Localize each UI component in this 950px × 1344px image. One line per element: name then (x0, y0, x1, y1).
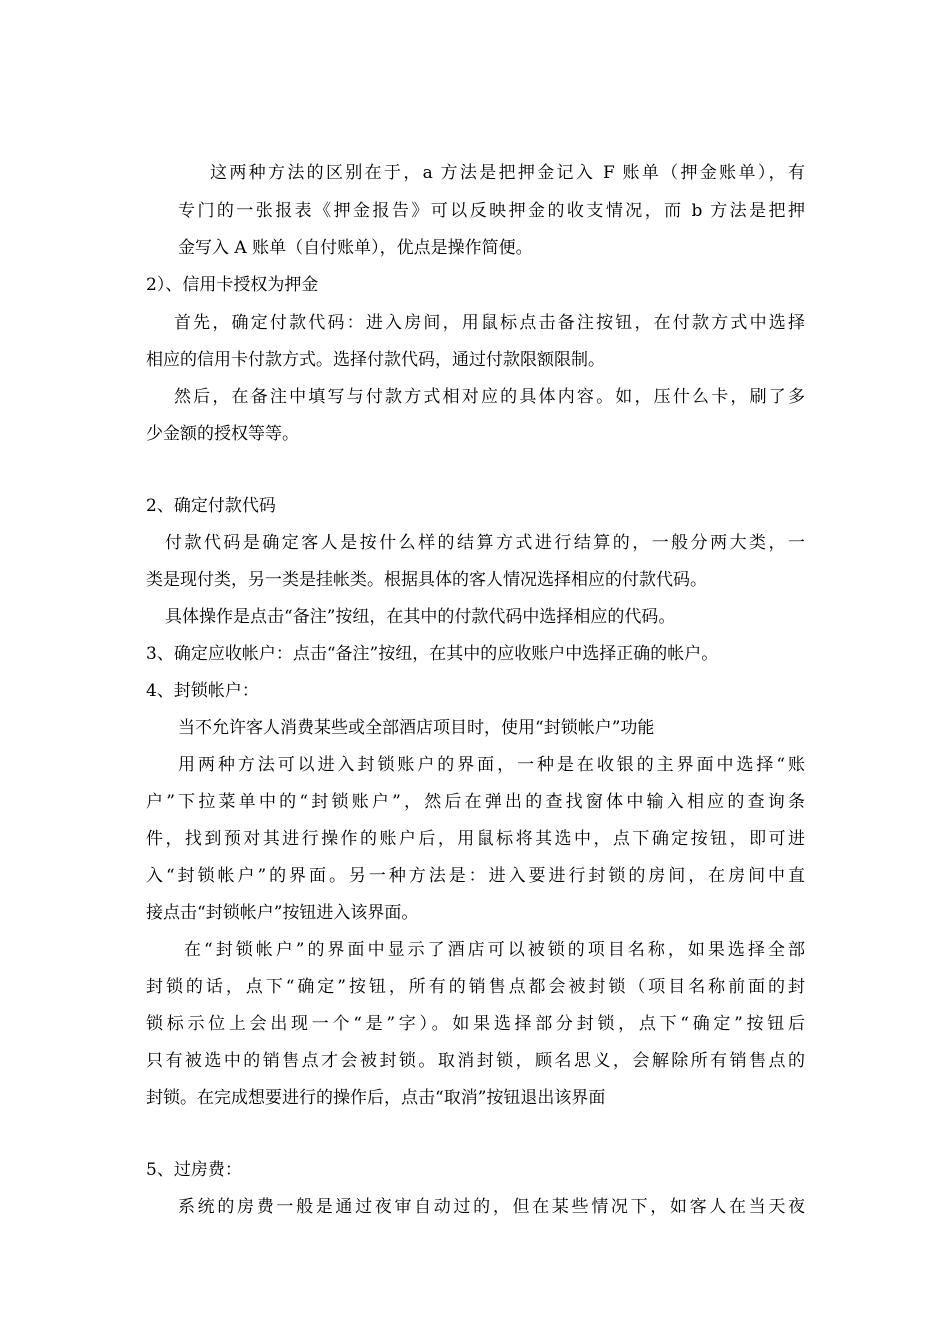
paragraph-line: 专门的一张报表《押金报告》可以反映押金的收支情况，而 b 方法是把押 (178, 201, 805, 221)
section-heading: 2、确定付款代码 (146, 496, 276, 516)
paragraph-line: 入“封锁帐户”的界面。另一种方法是：进入要进行封锁的房间，在房间中直 (146, 866, 805, 886)
paragraph-line: 在“封锁帐户”的界面中显示了酒店可以被锁的项目名称，如果选择全部 (184, 940, 805, 960)
paragraph-line: 付款代码是确定客人是按什么样的结算方式进行结算的，一般分两大类，一 (165, 533, 805, 553)
section-heading: 5、过房费： (146, 1160, 242, 1180)
paragraph-line: 锁标示位上会出现一个“是”字）。如果选择部分封锁，点下“确定”按钮后 (146, 1014, 805, 1034)
section-heading: 4、封锁帐户： (146, 681, 259, 701)
paragraph-line: 只有被选中的销售点才会被封锁。取消封锁，顾名思义，会解除所有销售点的 (146, 1051, 805, 1071)
section-heading: 2）、信用卡授权为押金 (146, 275, 319, 295)
paragraph-line: 首先，确定付款代码：进入房间，用鼠标点击备注按钮，在付款方式中选择 (174, 313, 805, 333)
section-heading: 3、确定应收帐户：点击“备注”按纽，在其中的应收账户中选择正确的帐户。 (146, 644, 719, 664)
paragraph-line: 具体操作是点击“备注”按纽，在其中的付款代码中选择相应的代码。 (165, 607, 676, 627)
paragraph-line: 然后，在备注中填写与付款方式相对应的具体内容。如，压什么卡，刷了多 (174, 387, 805, 407)
paragraph-line: 系统的房费一般是通过夜审自动过的，但在某些情况下，如客人在当天夜 (178, 1197, 805, 1217)
paragraph-line: 件，找到预对其进行操作的账户后，用鼠标将其选中，点下确定按钮，即可进 (146, 829, 805, 849)
paragraph-line: 封锁。在完成想要进行的操作后，点击“取消”按钮退出该界面 (146, 1088, 606, 1108)
paragraph-line: 接点击“封锁帐户”按钮进入该界面。 (146, 903, 419, 923)
paragraph-line: 少金额的授权等等。 (146, 424, 299, 444)
paragraph-line: 户”下拉菜单中的“封锁账户”，然后在弹出的查找窗体中输入相应的查询条 (146, 792, 805, 812)
paragraph-line: 相应的信用卡付款方式。选择付款代码，通过付款限额限制。 (146, 350, 605, 370)
paragraph-line: 类是现付类，另一类是挂帐类。根据具体的客人情况选择相应的付款代码。 (146, 570, 707, 590)
paragraph-line: 这两种方法的区别在于，a 方法是把押金记入 F 账单（押金账单），有 (210, 163, 805, 183)
paragraph-line: 当不允许客人消费某些或全部酒店项目时，使用“封锁帐户”功能 (178, 718, 655, 738)
paragraph-line: 用两种方法可以进入封锁账户的界面，一种是在收银的主界面中选择“账 (178, 755, 805, 775)
paragraph-line: 封锁的话，点下“确定”按钮，所有的销售点都会被封锁（项目名称前面的封 (146, 977, 805, 997)
paragraph-line: 金写入 A 账单（自付账单），优点是操作简便。 (178, 238, 533, 258)
